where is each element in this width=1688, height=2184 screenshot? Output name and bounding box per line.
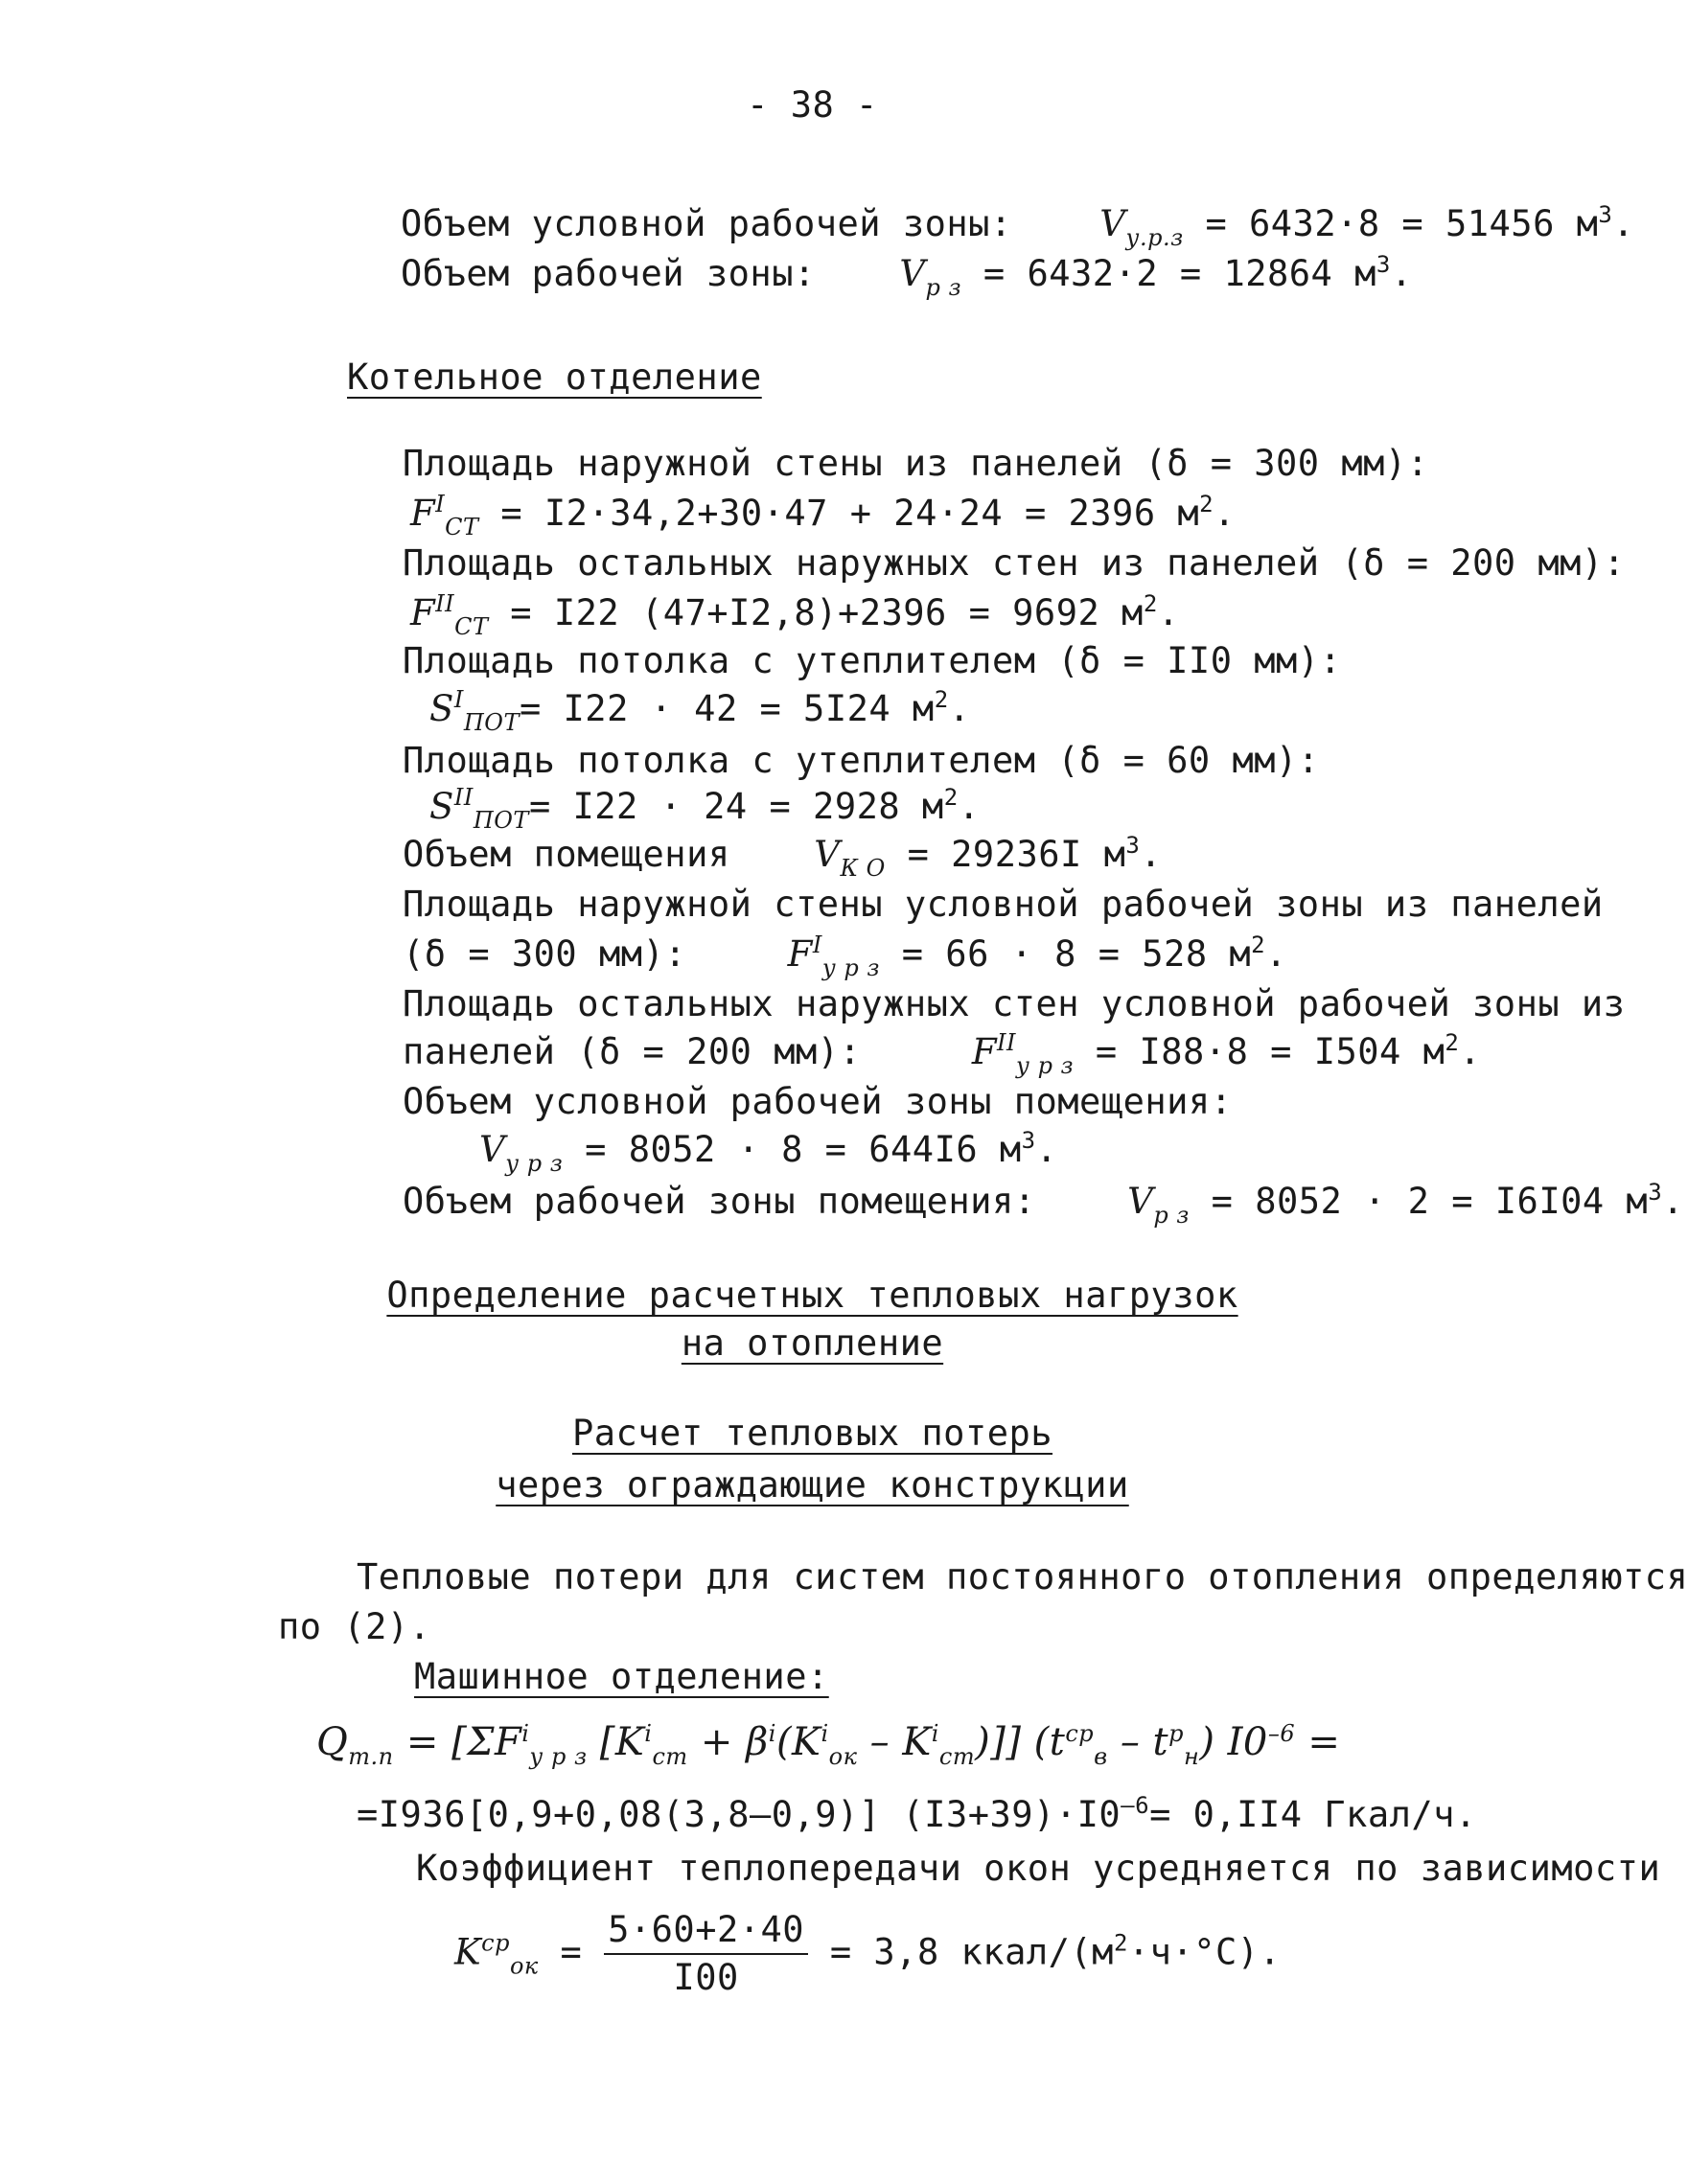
symbol-superscript: II: [997, 1029, 1017, 1056]
boiler-formula-6: [403, 931, 1287, 981]
coef-symbol: K: [454, 1931, 482, 1973]
expression: = 6432·2 = 12864 м: [961, 253, 1376, 294]
result-value: = 0,II4 Гкал/ч.: [1149, 1794, 1477, 1835]
heat-loss-result: [357, 1794, 1477, 1836]
boiler-formula-8: [479, 1127, 1058, 1177]
symbol: F: [410, 592, 436, 633]
coef-result-exponent: 2: [1113, 1929, 1128, 1957]
symbol-subscript: р з: [925, 274, 962, 301]
unit-exponent: 3: [1125, 832, 1141, 859]
expression: = 8052 · 2 = I6I04 м: [1189, 1181, 1649, 1222]
boiler-text-7: Объем условной рабочей зоны помещения:: [403, 1081, 1233, 1122]
expression: = I22 · 24 = 2928 м: [528, 786, 944, 827]
line-end: .: [1157, 592, 1180, 633]
result-exponent: –6: [1121, 1792, 1150, 1819]
boiler-formula-2: [410, 590, 1180, 640]
unit-exponent: 2: [1251, 931, 1266, 958]
expression: = 66 · 8 = 528 м: [879, 933, 1252, 975]
page-number: - 38 -: [747, 84, 878, 126]
section-heading-1-line-2: на отопление: [681, 1322, 944, 1364]
line-label: Объем рабочей зоны помещения:: [403, 1181, 1036, 1222]
unit-exponent: 2: [1143, 590, 1158, 617]
formula-subscript: т.п: [348, 1743, 394, 1770]
formula-part-2: [K: [599, 1720, 645, 1764]
symbol-subscript: ПОТ: [463, 709, 520, 736]
symbol: V: [1127, 1181, 1154, 1222]
formula-part-1: = [ΣF: [393, 1720, 522, 1764]
symbol-subscript: у р з: [505, 1150, 564, 1177]
unit-exponent: 2: [1199, 491, 1214, 517]
symbol-superscript: II: [435, 590, 455, 617]
symbol: V: [814, 834, 841, 875]
coefficient-text: Коэффициент теплопередачи окон усредняется по зависимости: [416, 1848, 1661, 1889]
expression: = 8052 · 8 = 644I6 м: [563, 1129, 1022, 1170]
line-label: Объем помещения: [403, 834, 730, 875]
expression: = I22 · 42 = 5I24 м: [519, 688, 935, 729]
paragraph-line-1: Тепловые потери для систем постоянного отопления определяются: [357, 1556, 1688, 1598]
symbol-subscript: СТ: [445, 514, 479, 540]
unit-exponent: 3: [1648, 1179, 1663, 1206]
symbol-subscript: К О: [840, 855, 886, 882]
line-end: .: [1390, 253, 1413, 294]
expression: = 29236I м: [885, 834, 1126, 875]
coef-result-end: ·ч·°С).: [1127, 1931, 1282, 1973]
boiler-formula-4: [429, 784, 981, 834]
symbol: V: [479, 1129, 506, 1170]
symbol: F: [410, 493, 436, 534]
section-heading-2-line-2: через ограждающие конструкции: [496, 1464, 1129, 1506]
boiler-formula-3: [429, 686, 971, 736]
symbol-superscript: I: [812, 931, 822, 958]
fraction-numerator: 5·60+2·40: [604, 1909, 808, 1955]
paragraph-line-2: по (2).: [278, 1606, 431, 1647]
volume-conditional-zone-line: [401, 201, 1635, 251]
result-expression: =I936[0,9+0,08(3,8–0,9)] (I3+39)·I0: [357, 1794, 1121, 1835]
line-end: .: [1035, 1129, 1058, 1170]
coefficient-formula: $K^{ср}_{ок}$ = $\frac{5\cdot 60+2\cdot 40}{I00}$ = 3,8 ккал/$(м^2\cdot ч\cdot^\circ С)$.: [454, 1909, 1282, 1998]
symbol: S: [429, 688, 454, 729]
line-label: панелей (δ = 200 мм):: [403, 1031, 862, 1072]
unit-exponent: 3: [1598, 201, 1613, 228]
symbol: V: [899, 253, 926, 294]
line-end: .: [948, 688, 971, 729]
line-end: .: [1612, 203, 1635, 244]
unit-exponent: 3: [1376, 251, 1391, 278]
symbol-subscript: у.р.з: [1125, 224, 1184, 251]
unit-exponent: 2: [943, 784, 959, 811]
fraction-denominator: I00: [673, 1957, 739, 1998]
unit-exponent: 2: [934, 686, 949, 713]
fraction: [604, 1909, 808, 1999]
unit-exponent: 3: [1021, 1127, 1036, 1154]
expression: = 6432·8 = 51456 м: [1183, 203, 1599, 244]
boiler-text-6: Площадь остальных наружных стен условной рабочей зоны из: [403, 983, 1626, 1024]
expression: = I88·8 = I504 м: [1074, 1031, 1445, 1072]
expression: = I22 (47+I2,8)+2396 = 9692 м: [488, 592, 1144, 633]
boiler-text-1: Площадь наружной стены из панелей (δ = 300 мм):: [403, 443, 1429, 484]
boiler-text-3: Площадь потолка с утеплителем (δ = II0 мм):: [403, 640, 1342, 681]
symbol-subscript: СТ: [454, 613, 489, 640]
symbol-superscript: I: [453, 686, 464, 713]
line-end: .: [1459, 1031, 1482, 1072]
boiler-formula-9: [403, 1179, 1684, 1229]
symbol-subscript: р з: [1153, 1202, 1190, 1229]
symbol: F: [787, 933, 813, 975]
line-end: .: [1140, 834, 1163, 875]
line-label: Объем условной рабочей зоны:: [401, 203, 1012, 244]
machine-heading: Машинное отделение:: [414, 1656, 829, 1697]
section-heading-2-line-1: Расчет тепловых потерь: [571, 1413, 1053, 1454]
line-end: .: [1265, 933, 1287, 975]
coef-superscript: ср: [481, 1929, 510, 1957]
line-end: .: [958, 786, 981, 827]
boiler-heading: Котельное отделение: [347, 356, 762, 398]
coef-result: = 3,8 ккал/(м: [829, 1931, 1114, 1973]
symbol: S: [429, 786, 454, 827]
coef-subscript: ок: [509, 1952, 539, 1980]
formula-symbol: Q: [316, 1720, 349, 1764]
symbol-superscript: I: [435, 491, 446, 517]
boiler-formula-1: [410, 491, 1236, 540]
symbol-subscript: ПОТ: [473, 807, 529, 834]
symbol: F: [971, 1031, 998, 1072]
symbol-subscript: у р з: [1016, 1052, 1075, 1079]
volume-work-zone-line: [401, 251, 1413, 301]
boiler-formula-7: [403, 1029, 1482, 1079]
boiler-text-5: Площадь наружной стены условной рабочей зоны из панелей: [403, 884, 1604, 925]
boiler-formula-5: [403, 832, 1163, 882]
line-label: (δ = 300 мм):: [403, 933, 687, 975]
line-end: .: [1214, 493, 1236, 534]
line-label: Объем рабочей зоны:: [401, 253, 816, 294]
symbol-subscript: у р з: [821, 954, 880, 981]
formula-part-3: ] (t: [1006, 1720, 1066, 1764]
section-heading-1-line-1: Определение расчетных тепловых нагрузок: [386, 1275, 1238, 1316]
symbol-superscript: II: [453, 784, 474, 811]
heat-loss-formula: $Q_{т.п} = [\Sigma F^i_{у р з}$ $[K^i_{ст} + \beta^i(K^i_{ок} - K^i_{ст})]$] $(t^{ср}_в - t^р_н) I0^{-6}$ =: [316, 1720, 1341, 1770]
unit-exponent: 2: [1445, 1029, 1460, 1056]
line-end: .: [1662, 1181, 1684, 1222]
expression: = I2·34,2+30·47 + 24·24 = 2396 м: [478, 493, 1200, 534]
boiler-text-2: Площадь остальных наружных стен из панелей (δ = 200 мм):: [403, 542, 1626, 584]
symbol: V: [1099, 203, 1126, 244]
boiler-text-4: Площадь потолка с утеплителем (δ = 60 мм):: [403, 740, 1320, 781]
